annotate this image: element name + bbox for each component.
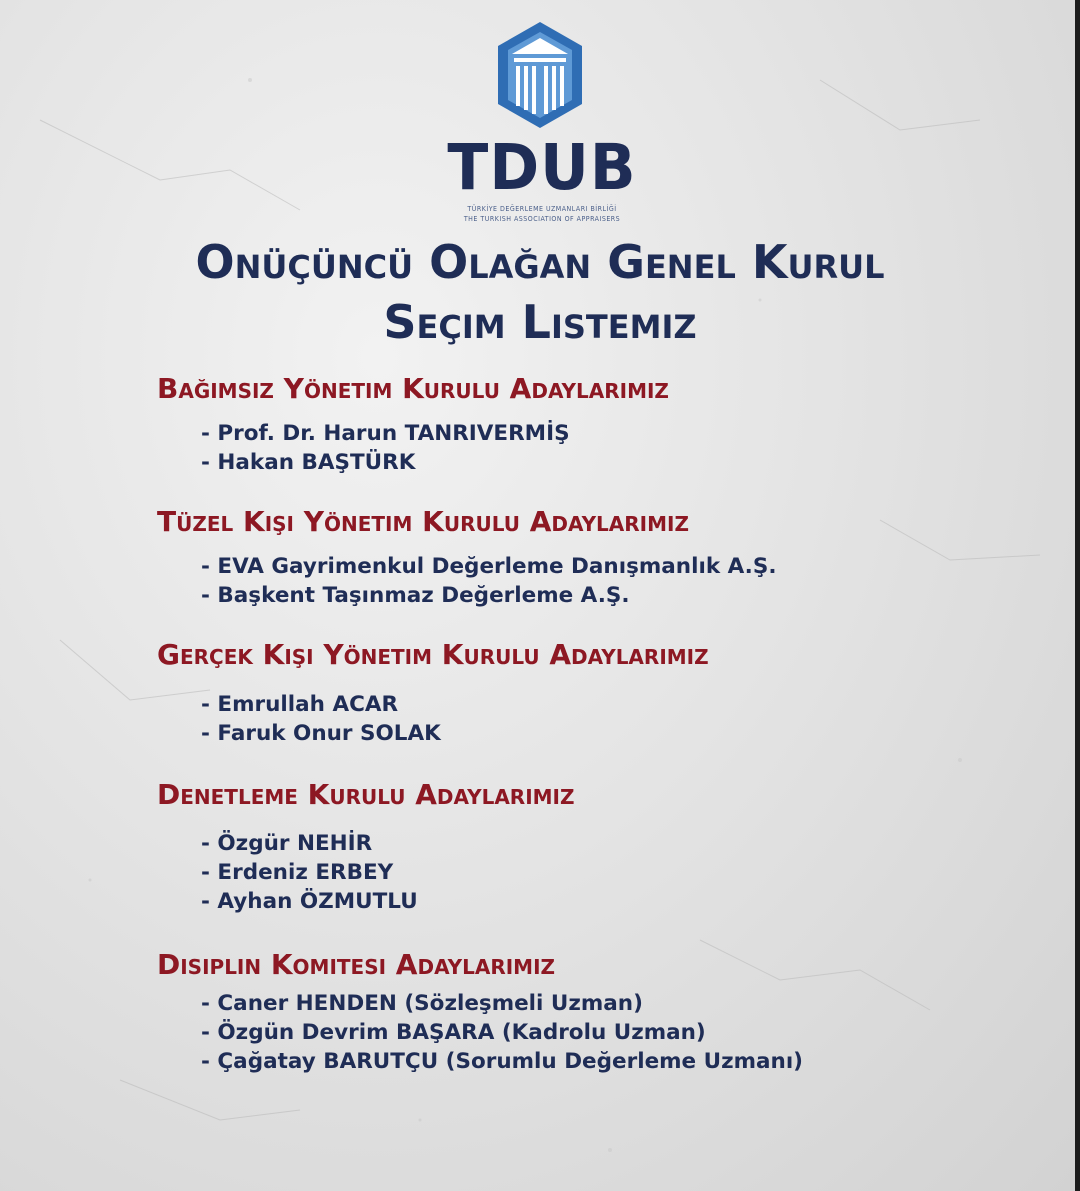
section-title-audit-board: Denetleme Kurulu Adaylarımız — [157, 778, 575, 811]
logo-wordmark: TDUB — [447, 131, 637, 205]
list-item: - Caner HENDEN (Sözleşmeli Uzman) — [201, 991, 643, 1016]
list-item: - Ayhan ÖZMUTLU — [201, 889, 418, 914]
page-subtitle: Seçim Listemiz — [383, 295, 697, 349]
section-title-legal-entity-board: Tüzel Kişi Yönetim Kurulu Adaylarımız — [157, 505, 689, 538]
list-item: - EVA Gayrimenkul Değerleme Danışmanlık A.Ş. — [201, 554, 777, 579]
list-item: - Başkent Taşınmaz Değerleme A.Ş. — [201, 583, 630, 608]
building-columns-hexagon-icon — [494, 20, 586, 132]
candidate-list-audit-board — [201, 829, 418, 916]
section-title-real-person-board: Gerçek Kişi Yönetim Kurulu Adaylarımız — [157, 638, 709, 671]
page-title: Onüçüncü Olağan Genel Kurul — [195, 235, 885, 289]
candidate-list-independent-board — [201, 419, 570, 477]
list-item: - Emrullah ACAR — [201, 692, 399, 717]
list-item: - Faruk Onur SOLAK — [201, 721, 441, 746]
section-title-discipline-committee: Disiplin Komitesi Adaylarımız — [157, 948, 556, 981]
candidate-list-legal-entity-board — [201, 552, 776, 610]
list-item: - Özgün Devrim BAŞARA (Kadrolu Uzman) — [201, 1020, 706, 1045]
section-title-independent-board: Bağımsız Yönetim Kurulu Adaylarımız — [157, 372, 669, 405]
logo-subtitle-tr: TÜRKİYE DEĞERLEME UZMANLARI BİRLİĞİ — [467, 205, 617, 213]
list-item: - Erdeniz ERBEY — [201, 860, 394, 885]
list-item: - Özgür NEHİR — [201, 831, 373, 856]
list-item: - Çağatay BARUTÇU (Sorumlu Değerleme Uzmanı) — [201, 1049, 804, 1074]
candidate-list-real-person-board — [201, 690, 441, 748]
list-item: - Prof. Dr. Harun TANRIVERMİŞ — [201, 421, 570, 446]
logo-subtitle-en: THE TURKISH ASSOCIATION OF APPRAISERS — [463, 215, 621, 223]
list-item: - Hakan BAŞTÜRK — [201, 450, 416, 475]
candidate-list-discipline-committee — [201, 989, 803, 1076]
right-edge-border — [1075, 0, 1080, 1191]
